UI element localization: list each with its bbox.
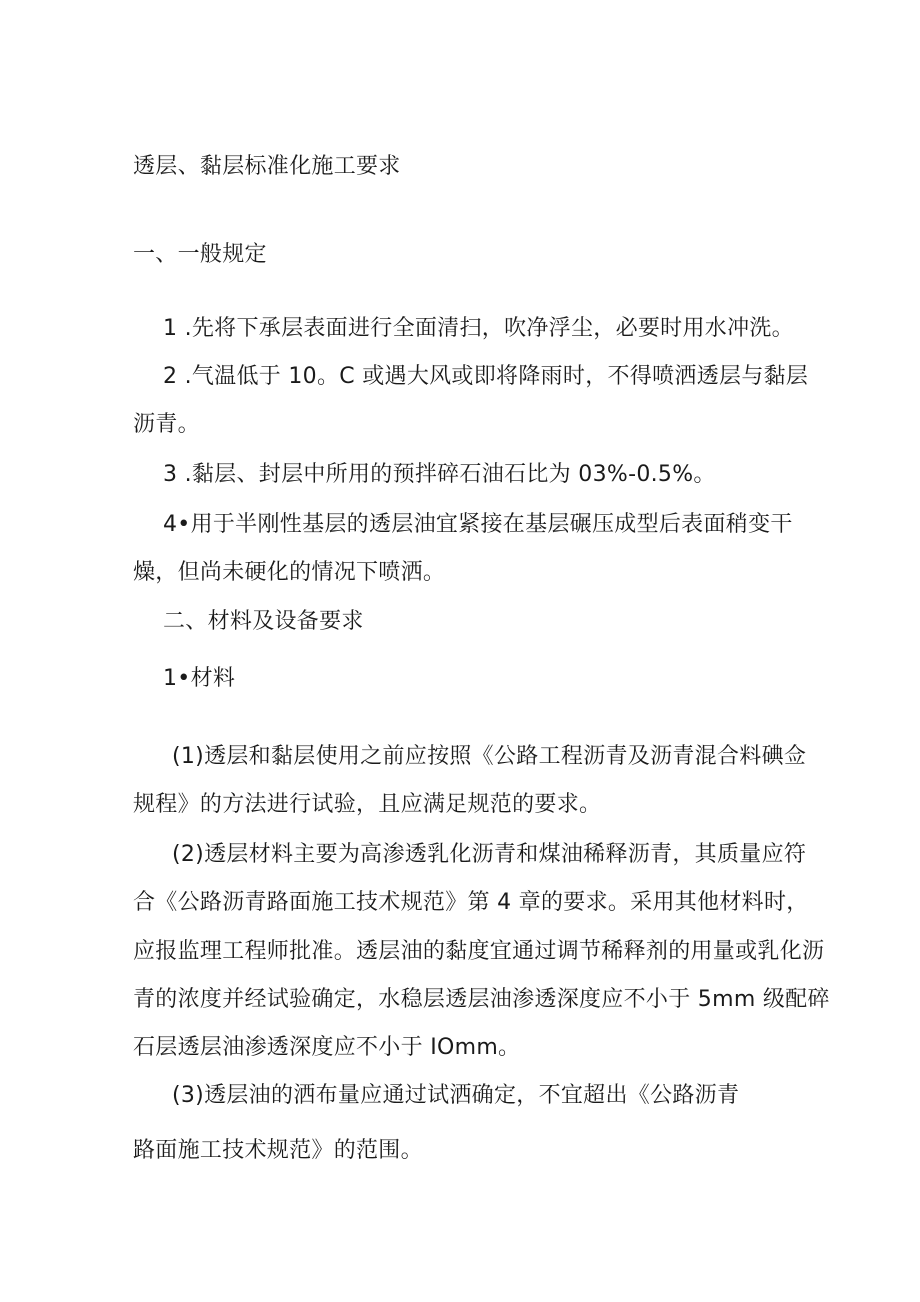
paragraph-line: 3 .黏层、封层中所用的预拌碎石油石比为 03%-0.5%。 [163,462,716,487]
section-heading-materials: 二、材料及设备要求 [163,609,364,634]
paragraph-line: 燥，但尚未硬化的情况下喷洒。 [133,560,446,585]
paragraph-line: 应报监理工程师批准。透层油的黏度宜通过调节稀释剂的用量或乳化沥 [133,939,825,964]
paragraph-line: 合《公路沥青路面施工技术规范》第 4 章的要求。采用其他材料时， [133,890,809,915]
paragraph-line: 2 .气温低于 10。C 或遇大风或即将降雨时，不得喷洒透层与黏层 [163,364,809,389]
section-heading-general: 一、一般规定 [133,242,267,267]
paragraph-line: 青的浓度并经试验确定，水稳层透层油渗透深度应不小于 5mm 级配碎 [133,987,830,1012]
paragraph-line: 石层透层油渗透深度应不小于 IOmm。 [133,1035,521,1060]
paragraph-line: 4•用于半刚性基层的透层油宜紧接在基层碾压成型后表面稍变干 [163,512,793,537]
paragraph-line: 规程》的方法进行试验，且应满足规范的要求。 [133,792,602,817]
subsection-heading-materials: 1•材料 [163,666,236,691]
paragraph-line: 沥青。 [133,412,200,437]
paragraph-line: (1)透层和黏层使用之前应按照《公路工程沥青及沥青混合料碘佥 [172,744,807,769]
paragraph-line: 路面施工技术规范》的范围。 [133,1138,423,1163]
paragraph-line: (2)透层材料主要为高渗透乳化沥青和煤油稀释沥青，其质量应符 [172,842,807,867]
paragraph-line: 1 .先将下承层表面进行全面清扫，吹净浮尘，必要时用水冲洗。 [163,316,794,341]
document-title: 透层、黏层标准化施工要求 [133,154,401,179]
paragraph-line: (3)透层油的洒布量应通过试洒确定，不宜超出《公路沥青 [172,1083,740,1108]
